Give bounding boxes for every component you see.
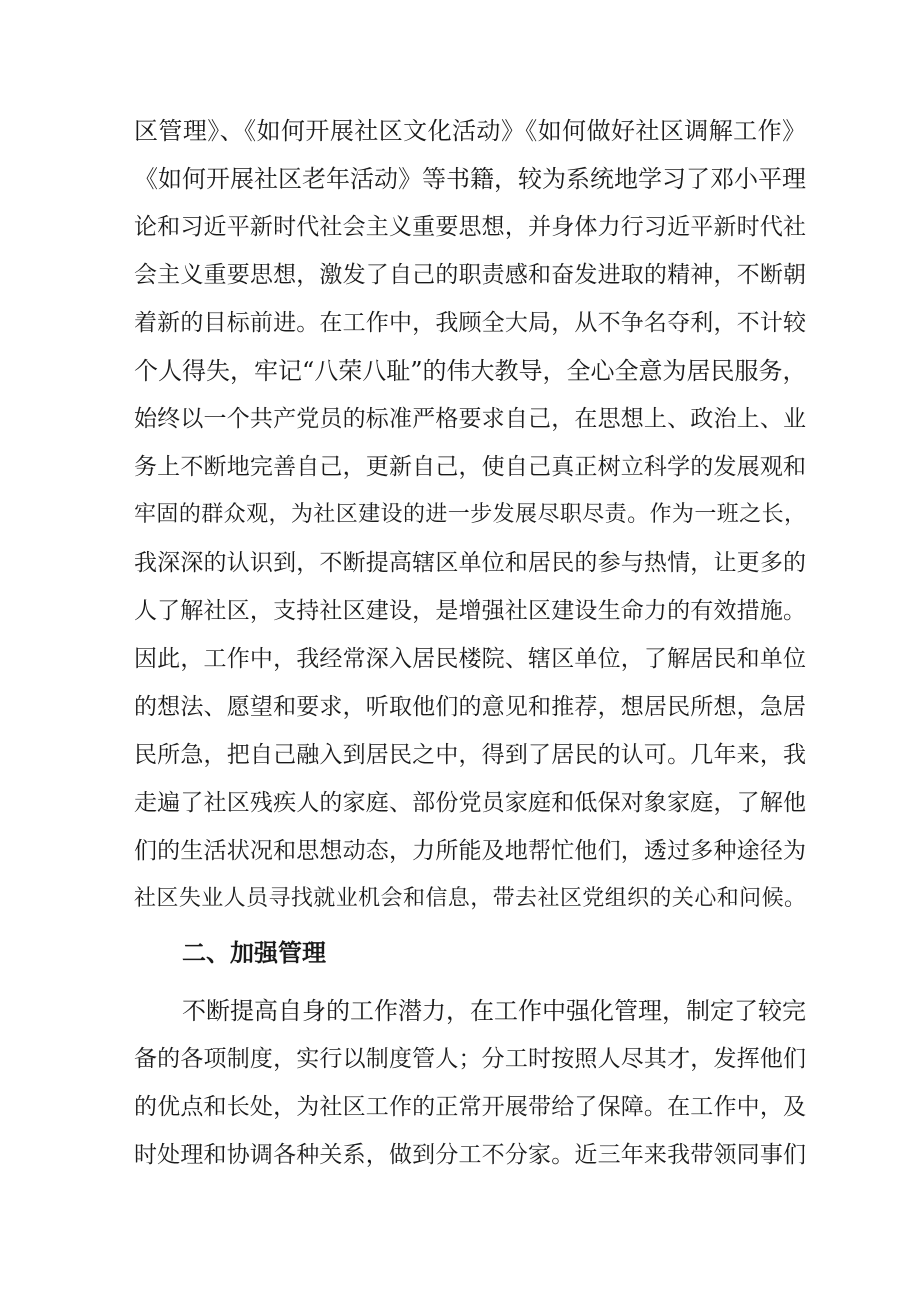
paragraph-line: 务上不断地完善自己，更新自己，使自己真正树立科学的发展观和 bbox=[134, 454, 806, 480]
paragraph-line: 《如何开展社区老年活动》等书籍，较为系统地学习了邓小平理 bbox=[134, 165, 806, 193]
paragraph-line: 备的各项制度，实行以制度管人；分工时按照人尽其才，发挥他们 bbox=[134, 1046, 806, 1072]
paragraph-line: 个人得失，牢记“八荣八耻”的伟大教导，全心全意为居民服务， bbox=[134, 357, 807, 385]
paragraph-line: 们的生活状况和思想动态，力所能及地帮忙他们，透过多种途径为 bbox=[134, 838, 806, 864]
paragraph-line: 的想法、愿望和要求，听取他们的意见和推荐，想居民所想，急居 bbox=[134, 694, 806, 720]
paragraph-line: 人了解社区，支持社区建设，是增强社区建设生命力的有效措施。 bbox=[134, 598, 806, 624]
paragraph-line: 因此，工作中，我经常深入居民楼院、辖区单位，了解居民和单位 bbox=[134, 646, 806, 672]
paragraph-line: 着新的目标前进。在工作中，我顾全大局，从不争名夺利，不计较 bbox=[134, 310, 806, 336]
paragraph-line: 始终以一个共产党员的标准严格要求自己，在思想上、政治上、业 bbox=[134, 406, 806, 432]
paragraph-line: 区管理》、《如何开展社区文化活动》《如何做好社区调解工作》 bbox=[134, 117, 806, 145]
section-heading: 二、加强管理 bbox=[182, 939, 326, 967]
paragraph-line: 社区失业人员寻找就业机会和信息，带去社区党组织的关心和问候。 bbox=[134, 886, 806, 911]
paragraph-line: 牢固的群众观，为社区建设的进一步发展尽职尽责。作为一班之长， bbox=[134, 502, 806, 527]
paragraph-line: 会主义重要思想，激发了自己的职责感和奋发进取的精神，不断朝 bbox=[134, 262, 806, 288]
paragraph-line: 时处理和协调各种关系，做到分工不分家。近三年来我带领同事们 bbox=[134, 1142, 806, 1168]
paragraph-line: 民所急，把自己融入到居民之中，得到了居民的认可。几年来，我 bbox=[134, 742, 806, 768]
paragraph-line: 的优点和长处，为社区工作的正常开展带给了保障。在工作中，及 bbox=[134, 1094, 806, 1120]
paragraph-line: 不断提高自身的工作潜力，在工作中强化管理，制定了较完 bbox=[182, 997, 806, 1025]
paragraph-line: 我深深的认识到，不断提高辖区单位和居民的参与热情，让更多的 bbox=[134, 550, 806, 576]
paragraph-line: 论和习近平新时代社会主义重要思想，并身体力行习近平新时代社 bbox=[134, 214, 806, 240]
paragraph-line: 走遍了社区残疾人的家庭、部份党员家庭和低保对象家庭，了解他 bbox=[134, 790, 806, 816]
